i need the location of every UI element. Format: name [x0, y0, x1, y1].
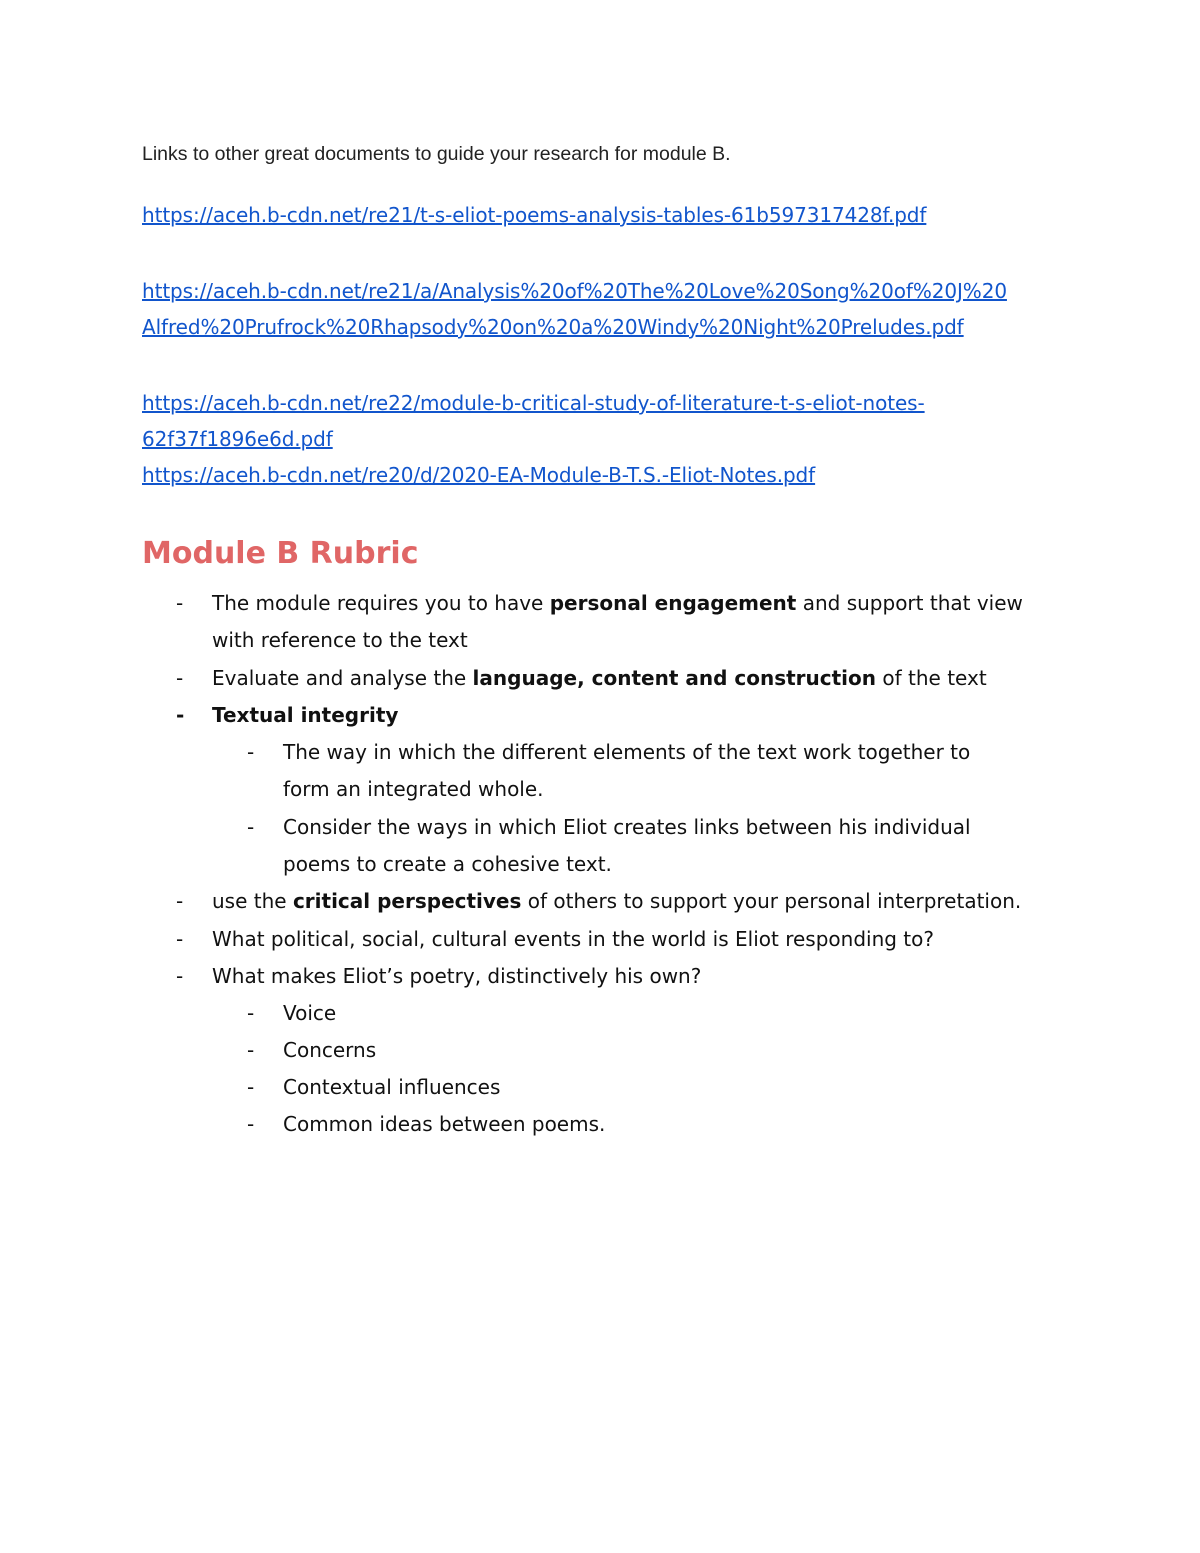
rubric-heading: Module B Rubric: [142, 536, 419, 571]
bullet-dash: -: [176, 666, 184, 690]
rubric-item-personal-engagement: The module requires you to have personal engagement and support that view: [212, 591, 1023, 615]
link-prufrock-analysis-line-1[interactable]: https://aceh.b-cdn.net/re21/a/Analysis%20of%20The%20Love%20Song%20of%20J%20: [142, 279, 1007, 303]
rubric-item-critical-perspectives: use the critical perspectives of others to support your personal interpretation.: [212, 889, 1022, 913]
bullet-dash: -: [247, 1001, 255, 1025]
link-module-b-notes-line-1[interactable]: https://aceh.b-cdn.net/re22/module-b-critical-study-of-literature-t-s-eliot-notes-: [142, 391, 925, 415]
bold-phrase: language, content and construction: [472, 666, 877, 690]
rubric-item-language-content: Evaluate and analyse the language, content and construction of the text: [212, 666, 987, 690]
sub-item-cohesive-text-cont: poems to create a cohesive text.: [283, 852, 612, 876]
intro-text: Links to other great documents to guide your research for module B.: [142, 143, 731, 165]
sub-item-contextual-influences: Contextual influences: [283, 1075, 501, 1099]
bullet-dash: -: [247, 1038, 255, 1062]
sub-item-voice: Voice: [283, 1001, 337, 1025]
bullet-dash: -: [247, 1112, 255, 1136]
sub-item-integrated-whole-cont: form an integrated whole.: [283, 777, 544, 801]
bullet-dash: -: [176, 889, 184, 913]
link-2020-ea-eliot-notes[interactable]: https://aceh.b-cdn.net/re20/d/2020-EA-Module-B-T.S.-Eliot-Notes.pdf: [142, 463, 816, 487]
link-module-b-notes-line-2[interactable]: 62f37f1896e6d.pdf: [142, 427, 333, 451]
bullet-dash: -: [176, 927, 184, 951]
bullet-dash: -: [247, 1075, 255, 1099]
link-eliot-analysis-tables[interactable]: https://aceh.b-cdn.net/re21/t-s-eliot-poems-analysis-tables-61b597317428f.pdf: [142, 203, 927, 227]
rubric-item-personal-engagement-cont: with reference to the text: [212, 628, 468, 652]
sub-item-common-ideas: Common ideas between poems.: [283, 1112, 606, 1136]
bullet-dash: -: [176, 591, 184, 615]
sub-item-concerns: Concerns: [283, 1038, 377, 1062]
rubric-item-textual-integrity: [212, 703, 398, 727]
sub-item-cohesive-text: Consider the ways in which Eliot creates links between his individual: [283, 815, 971, 839]
bullet-dash: -: [247, 815, 255, 839]
sub-item-integrated-whole: The way in which the different elements of the text work together to: [283, 740, 971, 764]
bullet-dash: -: [247, 740, 255, 764]
bold-phrase: personal engagement: [549, 591, 797, 615]
bullet-dash: -: [176, 703, 185, 727]
rubric-item-political-events: What political, social, cultural events in the world is Eliot responding to?: [212, 927, 934, 951]
bullet-dash: -: [176, 964, 184, 988]
link-prufrock-analysis-line-2[interactable]: Alfred%20Prufrock%20Rhapsody%20on%20a%20Windy%20Night%20Preludes.pdf: [142, 315, 964, 339]
bold-phrase: Textual integrity: [212, 703, 399, 727]
bold-phrase: critical perspectives: [292, 889, 522, 913]
rubric-item-distinctive-poetry: What makes Eliot’s poetry, distinctively his own?: [212, 964, 702, 988]
